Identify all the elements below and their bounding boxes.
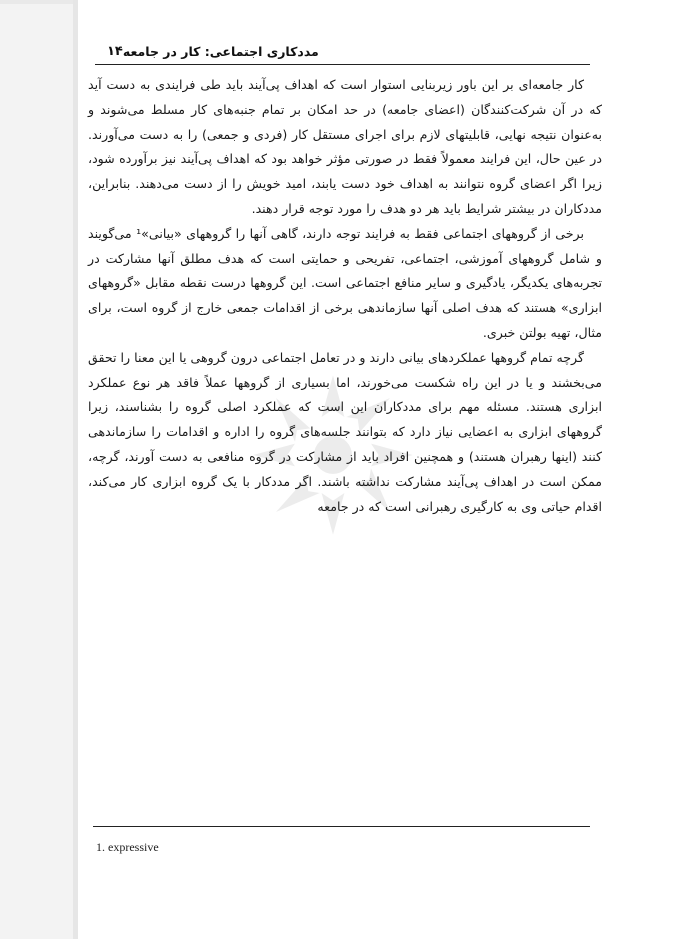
running-header [95, 40, 590, 62]
footnote: 1. expressive [96, 840, 159, 854]
page-number: ۱۴ [107, 43, 123, 59]
running-title: مددکاری اجتماعی: کار در جامعه [122, 43, 319, 59]
body-text [88, 73, 602, 519]
header-rule [95, 64, 590, 65]
paragraph-1: کار جامعه‌ای بر این باور زیربنایی استوار است که اهداف پی‌آیند باید طی فرایندی به دست آید که در آن شرکت‌کنندگان (اعضای جامعه) در حد امکان بر تمام جنبه‌های کار مسلط می‌شوند و به‌عنوان نتیجه نهایی، قابلیتهای لازم برای اجرای مستقل کار (فردی و جمعی) را به دست می‌آورند. در عین حال، این فرایند معمولاً فقط در صورتی مؤثر خواهد بود که اهداف پی‌آیند نیز برآورده شود، زیرا اگر اعضای گروه نتوانند به اهداف خود دست یابند، امید خویش را از دست می‌دهند. بنابراین، مددکاران در بیشتر شرایط باید هر دو هدف را مورد توجه قرار دهند. [88, 77, 602, 216]
paragraph-2: برخی از گروههای اجتماعی فقط به فرایند توجه دارند، گاهی آنها را گروههای «بیانی»¹ می‌گویند و شامل گروههای آموزشی، اجتماعی، تفریحی و حمایتی است که هدف مطلق آنها مشارکت در تجربه‌های یکدیگر، یادگیری و سایر منافع اجتماعی است. این گروهها درست نقطه مقابل «گروههای ابزاری» هستند که هدف اصلی آنها سازماندهی برخی از اقدامات جمعی خارج از گروه است، برای مثال، تهیه بولتن خبری. [88, 225, 602, 340]
footnote-rule [93, 826, 590, 827]
paragraph-3: گرچه تمام گروهها عملکردهای بیانی دارند و در تعامل اجتماعی درون گروهی یا این معنا را تحقق می‌بخشند و یا در این راه شکست می‌خورند، اما بسیاری از گروهها عملاً فاقد هر نوع عملکرد ابزاری هستند. مسئله مهم برای مددکاران این است که عملکرد اصلی گروه را بشناسند، زیرا گروههای ابزاری به اعضایی نیاز دارد که بتوانند جلسه‌های گروه را اداره و اقدامات را سازماندهی کنند (اینها رهبران هستند) و همچنین افراد باید از مشارکت در گروه منافعی به دست آورند، گرچه، ممکن است در اهداف پی‌آیند مشارکت نداشته باشند. اگر مددکار با یک گروه ابزاری کار می‌کند، اقدام حیاتی وی به کارگیری رهبرانی است که در جامعه [88, 349, 602, 514]
